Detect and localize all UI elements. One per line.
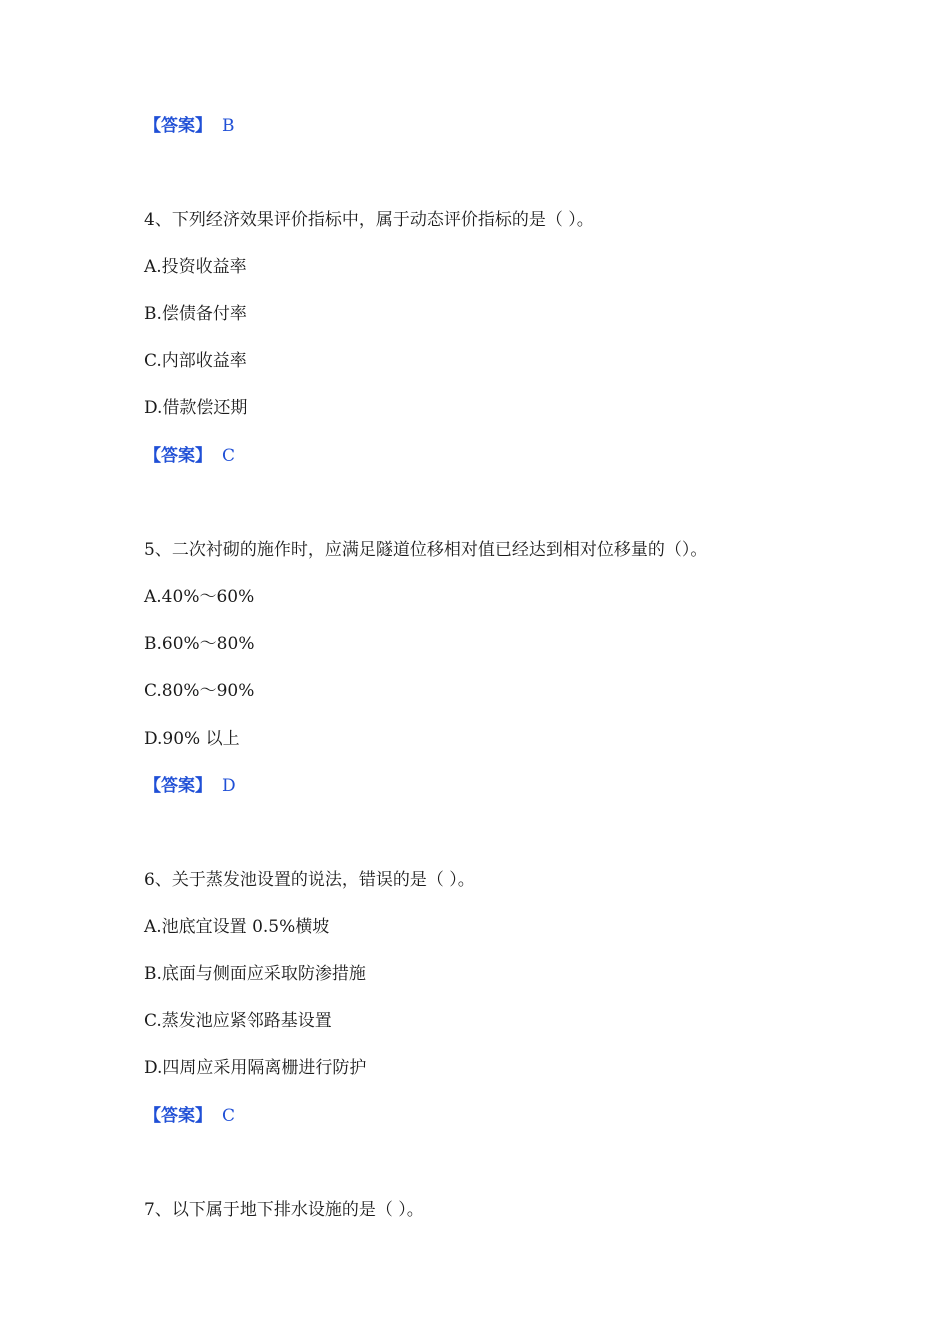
- question-7: 7、以下属于地下排水设施的是（ ）。: [144, 1200, 424, 1220]
- q5-option-d: D.90% 以上: [144, 729, 240, 749]
- question-6: 6、关于蒸发池设置的说法，错误的是（ ）。: [144, 870, 475, 890]
- answer-line-q6: [144, 1105, 235, 1127]
- q6-option-a: A.池底宜设置 0.5%横坡: [144, 917, 330, 937]
- answer-value: C: [222, 1106, 236, 1126]
- q4-option-a: A.投资收益率: [144, 257, 247, 277]
- question-5: 5、二次衬砌的施作时，应满足隧道位移相对值已经达到相对位移量的（）。: [144, 540, 708, 560]
- answer-line-q3: [144, 115, 235, 137]
- answer-label: 【答案】: [144, 116, 212, 136]
- q6-option-b: B.底面与侧面应采取防渗措施: [144, 964, 366, 984]
- answer-label: 【答案】: [144, 776, 212, 796]
- question-4: 4、下列经济效果评价指标中，属于动态评价指标的是（ ）。: [144, 210, 594, 230]
- answer-value: C: [222, 446, 236, 466]
- q4-option-b: B.偿债备付率: [144, 304, 247, 324]
- q6-option-c: C.蒸发池应紧邻路基设置: [144, 1011, 332, 1031]
- q4-option-d: D.借款偿还期: [144, 398, 248, 418]
- q5-option-a: A.40%～60%: [144, 587, 255, 607]
- answer-line-q4: [144, 445, 235, 467]
- answer-value: D: [222, 776, 236, 796]
- answer-value: B: [222, 116, 235, 136]
- q5-option-c: C.80%～90%: [144, 681, 255, 701]
- q6-option-d: D.四周应采用隔离栅进行防护: [144, 1058, 367, 1078]
- q4-option-c: C.内部收益率: [144, 351, 247, 371]
- answer-line-q5: [144, 775, 236, 797]
- answer-label: 【答案】: [144, 446, 212, 466]
- q5-option-b: B.60%～80%: [144, 634, 255, 654]
- answer-label: 【答案】: [144, 1106, 212, 1126]
